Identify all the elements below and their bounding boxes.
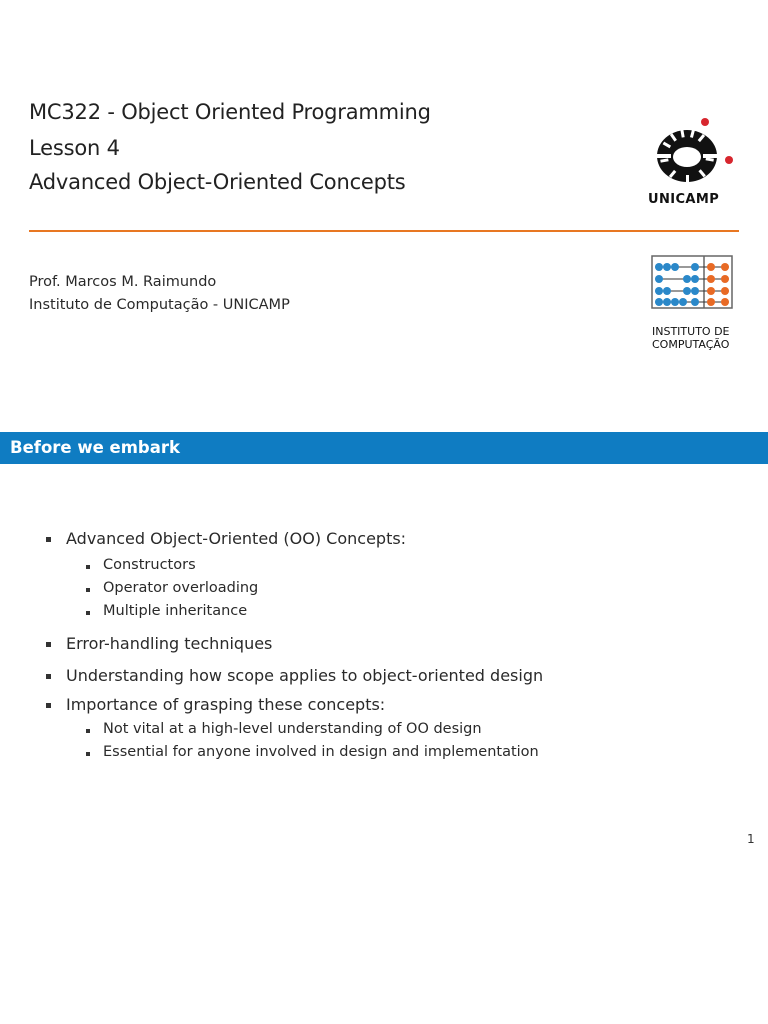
bullet-marker	[46, 703, 51, 708]
bullet-item: Advanced Object-Oriented (OO) Concepts:	[66, 529, 407, 548]
bullet-marker	[46, 537, 51, 542]
sub-bullet-item: Not vital at a high-level understanding of OO design	[103, 721, 482, 737]
sub-bullet-marker	[86, 611, 90, 615]
unicamp-wordmark: UNICAMP	[648, 192, 720, 207]
sub-bullet-item: Constructors	[103, 557, 196, 573]
author-name: Prof. Marcos M. Raimundo	[29, 274, 217, 290]
sub-bullet-item: Operator overloading	[103, 580, 259, 596]
sub-bullet-item: Essential for anyone involved in design and implementation	[103, 744, 539, 760]
sub-bullet-marker	[86, 752, 90, 756]
sub-bullet-marker	[86, 729, 90, 733]
sub-bullet-item: Multiple inheritance	[103, 603, 248, 619]
author-institution: Instituto de Computação - UNICAMP	[29, 297, 290, 313]
title-line-topic: Advanced Object-Oriented Concepts	[29, 170, 406, 194]
sub-bullet-marker	[86, 588, 90, 592]
bullet-item: Understanding how scope applies to object-oriented design	[66, 666, 544, 685]
ic-logo-text-line2: COMPUTAÇÃO	[652, 338, 730, 351]
bullet-marker	[46, 674, 51, 679]
ic-logo-text-line1: INSTITUTO DE	[652, 325, 730, 338]
bullet-marker	[46, 642, 51, 647]
sub-bullet-marker	[86, 565, 90, 569]
frame-title: Before we embark	[10, 438, 180, 457]
title-line-course: MC322 - Object Oriented Programming	[29, 100, 431, 124]
bullet-item: Importance of grasping these concepts:	[66, 695, 386, 714]
title-line-lesson: Lesson 4	[29, 136, 120, 160]
page-number: 1	[747, 832, 755, 846]
bullet-item: Error-handling techniques	[66, 634, 273, 653]
